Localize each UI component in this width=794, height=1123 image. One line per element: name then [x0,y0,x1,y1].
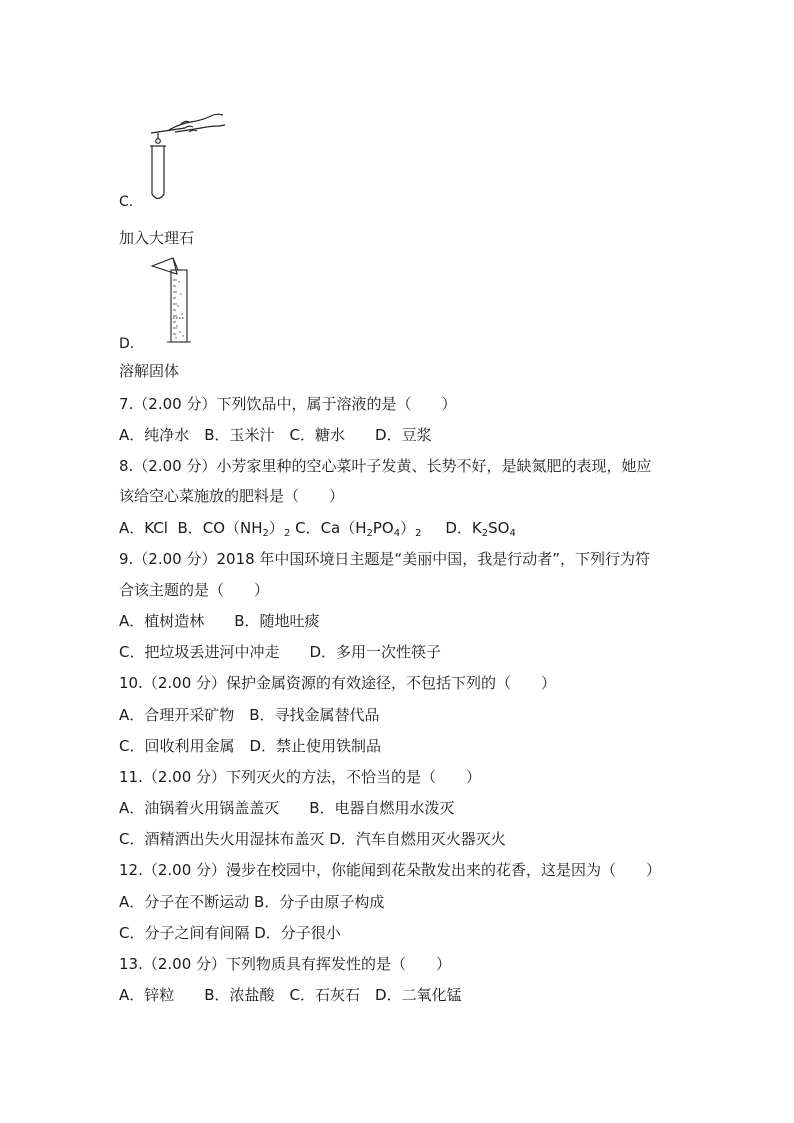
question-8-option-c: C．$Ca(H_2PO_4)_2$ [295,519,422,539]
question-8-stem-line-2: 该给空心菜施放的肥料是（ ） [119,487,345,505]
option-d-label: D. [119,336,135,352]
question-8-options [119,518,516,538]
figure-d-caption: 溶解固体 [119,362,180,380]
question-9-options-line-1: A．植树造林 B．随地吐痰 [119,612,320,630]
question-9-stem-line-2: 合该主题的是（ ） [119,581,270,599]
question-7-stem: 7.（2.00 分）下列饮品中，属于溶液的是（ ） [119,395,457,413]
question-13-options: A．锌粒 B．浓盐酸 C．石灰石 D．二氧化锰 [119,986,462,1004]
question-8-option-a: A．KCl [119,519,168,537]
question-8-option-b: B．$CO(NH_2)_2$ [177,519,291,539]
question-10-options-line-2: C．回收利用金属 D．禁止使用铁制品 [119,737,382,755]
question-12-stem: 12.（2.00 分）漫步在校园中，你能闻到花朵散发出来的花香，这是因为（ ） [119,861,662,879]
option-c-label: C. [119,194,134,210]
question-7-options: A．纯净水 B．玉米汁 C．糖水 D．豆浆 [119,426,432,444]
question-10-stem: 10.（2.00 分）保护金属资源的有效途径，不包括下列的（ ） [119,674,557,692]
test-tube-illustration [145,106,229,202]
question-13-stem: 13.（2.00 分）下列物质具有挥发性的是（ ） [119,955,452,973]
question-11-stem: 11.（2.00 分）下列灭火的方法，不恰当的是（ ） [119,768,482,786]
question-8-option-d: D．$K_2SO_4$ [445,519,516,539]
question-8-stem-line-1: 8.（2.00 分）小芳家里种的空心菜叶子发黄、长势不好，是缺氮肥的表现，她应 [119,457,652,475]
figure-c-caption: 加入大理石 [119,229,195,247]
question-12-options-line-1: A．分子在不断运动 B．分子由原子构成 [119,893,385,911]
question-10-options-line-1: A．合理开采矿物 B．寻找金属替代品 [119,706,380,724]
question-11-options-line-2: C．酒精洒出失火用湿抹布盖灭 D．汽车自燃用灭火器灭火 [119,830,506,848]
graduated-cylinder-illustration [147,256,197,348]
question-12-options-line-2: C．分子之间有间隔 D．分子很小 [119,924,341,942]
question-11-options-line-1: A．油锅着火用锅盖盖灭 B．电器自燃用水泼灭 [119,799,455,817]
question-9-stem-line-1: 9.（2.00 分）2018 年中国环境日主题是“美丽中国，我是行动者”，下列行为符 [119,550,650,568]
question-9-options-line-2: C．把垃圾丢进河中冲走 D．多用一次性筷子 [119,643,442,661]
